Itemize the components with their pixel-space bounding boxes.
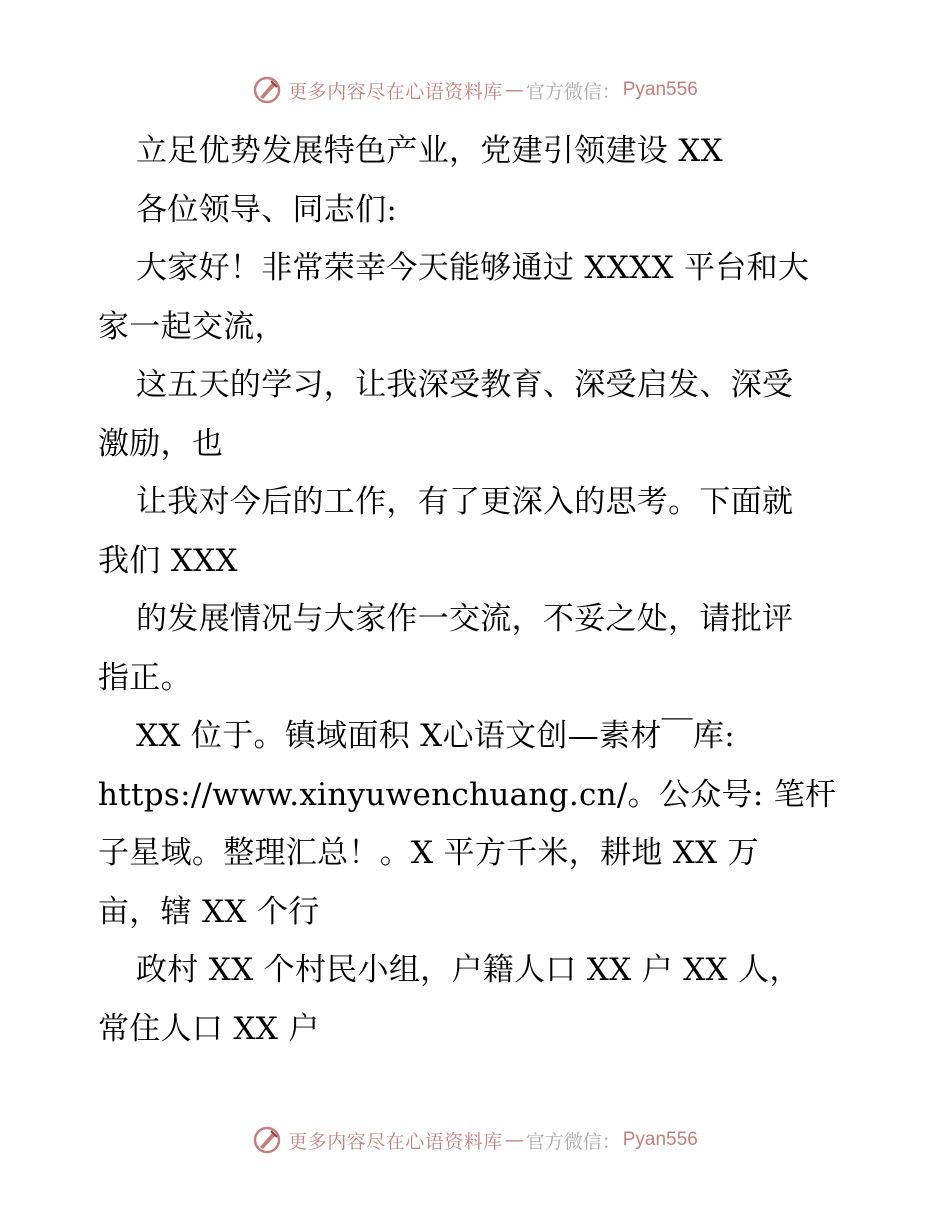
document-line: 这五天的学习，让我深受教育、深受启发、深受 — [136, 367, 794, 403]
document-line: 的发展情况与大家作一交流，不妥之处，请批评 — [136, 601, 794, 637]
watermark-handle: Pyan556 — [622, 1129, 698, 1150]
document-line: 指正。 — [98, 659, 192, 696]
document-line: XX 位于。镇域面积 X心语文创—素材￣库: — [136, 718, 735, 754]
watermark-sub-text: 官方微信： — [525, 80, 621, 103]
quill-pen-logo-icon — [252, 75, 282, 105]
watermark-sub-text: 官方微信： — [525, 1130, 621, 1153]
document-line: 亩，辖 XX 个行 — [98, 893, 320, 930]
document-line: 激励，也 — [98, 425, 224, 462]
quill-pen-logo-icon — [252, 1125, 282, 1155]
watermark-handle: Pyan556 — [622, 79, 698, 100]
footer-watermark — [0, 1120, 950, 1160]
document-line: 立足优势发展特色产业，党建引领建设 XX — [136, 133, 723, 169]
watermark-main-text: 更多内容尽在心语资料库 — [288, 1130, 503, 1153]
document-line: 子星域。整理汇总！。X 平方千米，耕地 XX 万 — [98, 835, 759, 871]
document-line: 大家好！非常荣幸今天能够通过 XXXX 平台和大 — [136, 250, 810, 286]
document-line: 政村 XX 个村民小组，户籍人口 XX 户 XX 人， — [136, 952, 801, 988]
document-body — [98, 122, 858, 1058]
document-line: 让我对今后的工作，有了更深入的思考。下面就 — [136, 484, 794, 520]
header-watermark — [0, 70, 950, 110]
document-line: 各位领导、同志们: — [136, 191, 398, 228]
watermark-dash: — — [504, 1129, 524, 1151]
watermark-dash: — — [504, 79, 524, 101]
watermark-main-text: 更多内容尽在心语资料库 — [288, 80, 503, 103]
document-line: 常住人口 XX 户 — [98, 1010, 320, 1047]
document-line: https://www.xinyuwenchuang.cn/。公众号: 笔杆 — [98, 776, 837, 813]
document-line: 我们 XXX — [98, 542, 238, 579]
document-line: 家一起交流， — [98, 308, 286, 345]
